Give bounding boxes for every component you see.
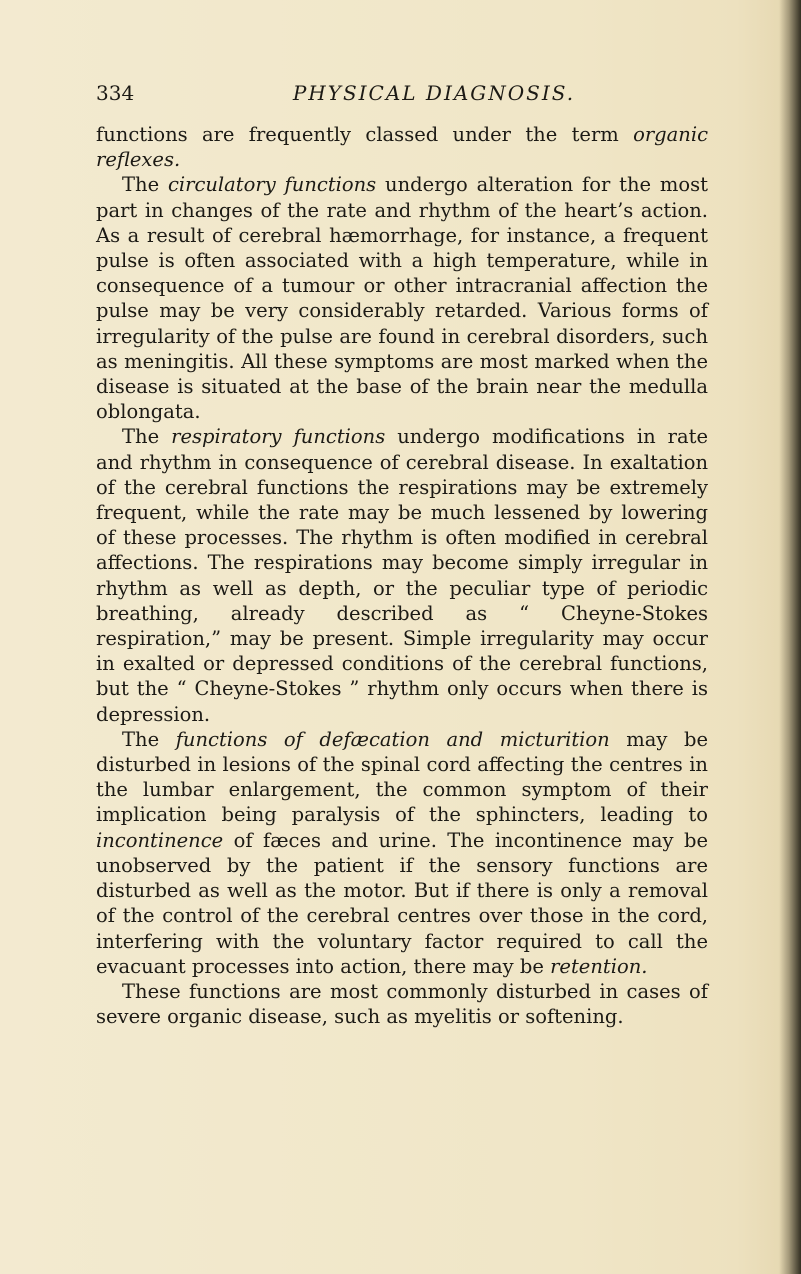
- paragraph-4: [96, 727, 708, 979]
- paragraph-5: [96, 979, 708, 1029]
- text-run: of fæces and urine. The incontinence may be unobserved by the patient if the sensory functions are disturbed as well as the motor. But if there is only a removal of the control of the cerebral centres over those in the cord, interfering with the voluntary factor required to call the evacuant processes into action, there may be: [96, 828, 708, 978]
- body-text: [96, 122, 708, 1029]
- italic-term: incontinence: [96, 828, 224, 852]
- italic-term: organic reflexes.: [96, 123, 708, 172]
- paragraph-2: [96, 172, 708, 424]
- text-run: may be disturbed in lesions of the spinal cord affecting the centres in the lumbar enlargement, the common symptom of their implication being paralysis of the sphincters, leading to: [96, 727, 709, 827]
- text-run: These functions are most commonly disturbed in cases of severe organic disease, such as myelitis or softening.: [96, 979, 708, 1029]
- page-number: 334: [96, 81, 135, 105]
- text-run: functions are frequently classed under the term: [96, 123, 634, 146]
- italic-term: retention.: [550, 954, 648, 978]
- running-head: PHYSICAL DIAGNOSIS.: [292, 81, 576, 105]
- page-header: [96, 78, 736, 108]
- text-run: The: [122, 173, 168, 197]
- italic-term: respiratory functions: [171, 425, 386, 449]
- paragraph-3: [96, 424, 708, 726]
- text-run: undergo alteration for the most part in changes of the rate and rhythm of the heart’s action. As a result of cerebral hæmorrhage, for instance, a frequent pulse is often associated with a high temperature, while in consequence of a tumour or other intracranial affection the pulse may be very considerably retarded. Various forms of irregularity of the pulse are found in cerebral disorders, such as meningitis. All these symptoms are most marked when the disease is situated at the base of the brain near the medulla oblongata.: [96, 173, 708, 424]
- text-run: undergo modifications in rate and rhythm in consequence of cerebral disease. In exaltation of the cerebral functions the respirations may be extremely frequent, while the rate may be much lessened by lowering of these processes. The rhythm is often modified in cerebral affections. The respirations may become simply irregular in rhythm as well as depth, or the peculiar type of periodic breathing, already described as “ Cheyne-Stokes respiration,” may be present. Simple irregularity may occur in exalted or depressed conditions of the cerebral functions, but the “ Cheyne-Stokes ” rhythm only occurs when there is depression.: [96, 425, 708, 726]
- text-run: The: [122, 727, 176, 751]
- paragraph-1: [96, 122, 708, 172]
- italic-term: functions of defæcation and micturition: [175, 727, 610, 751]
- page-edge-shadow: [779, 0, 801, 1274]
- italic-term: circulatory functions: [167, 173, 377, 197]
- text-run: The: [122, 425, 172, 449]
